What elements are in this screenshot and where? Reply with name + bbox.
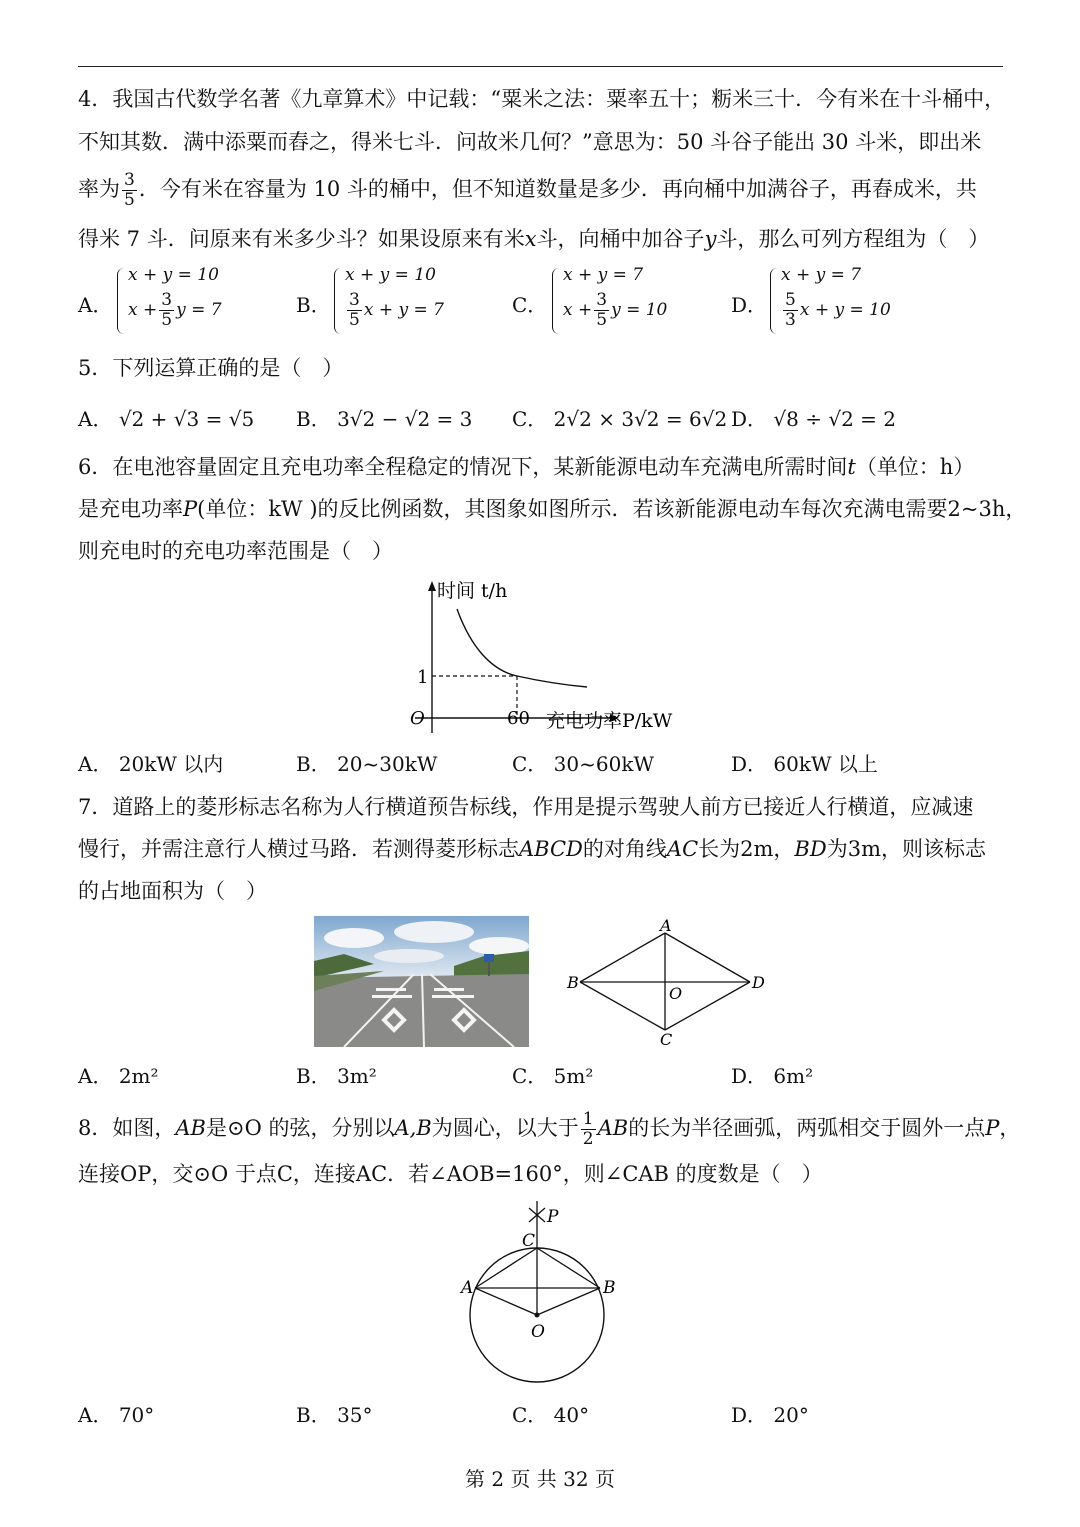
q5-stem: 5．下列运算正确的是（ ） [78,356,344,380]
q8-line-1: 8．如图，AB是⊙O 的弦，分别以A,B为圆心，以大于 $\frac{1}{2}$ AB的长为半径画弧，两弧相交于圆外一点P， [78,1109,1021,1149]
q6-x-tick: 60 [507,708,530,729]
q4-line-4: 得米 7 斗．问原来有米多少斗？如果设原来有米x斗，向桶中加谷子y斗，那么可列方程组为（ ） [78,227,990,251]
q4-line-2: 不知其数．满中添粟而舂之，得米七斗．问故米几何？”意思为：50 斗谷子能出 30 斗米，即出米 [78,130,982,154]
q5-option-d: D． √8 ÷ √2 = 2 [731,407,897,431]
q6-option-a: A． 20kW 以内 [78,752,224,776]
page-footer: 第 2 页 共 32 页 [465,1467,615,1491]
q7-option-c: C． 5m² [512,1064,594,1088]
q8-option-c: C． 40° [512,1403,590,1427]
q6-option-c: C． 30~60kW [512,752,655,776]
q4-option-c-label: C． [512,293,548,317]
q7-option-d: D． 6m² [731,1064,814,1088]
q7-rhombus-figure [560,915,780,1050]
q5-option-c: C． 2√2 × 3√2 = 6√2 [512,407,728,431]
q6-line-3: 则充电时的充电功率范围是（ ） [78,539,393,563]
q7-line-2: 慢行，并需注意行人横过马路．若测得菱形标志ABCD的对角线AC长为2m，BD为3m，则该标志 [78,837,986,861]
label-p: P [547,1207,559,1227]
q7-line-3: 的占地面积为（ ） [78,879,267,903]
segment-bo [537,1288,600,1315]
q8-line-2: 连接OP，交⊙O 于点C，连接AC．若∠AOB=160°，则∠CAB 的度数是（ ） [78,1162,823,1186]
segment-bc [537,1248,600,1288]
q4-option-b-label: B． [296,293,331,317]
rhombus-side-ab [580,933,665,982]
label-o: O [531,1322,545,1342]
q8-option-a: A． 70° [78,1403,155,1427]
q6-y-arrow [428,581,436,591]
q4-line-1: 4．我国古代数学名著《九章算术》中记载：“粟米之法：粟率五十；粝米三十．今有米在十斗桶中， [78,87,1006,111]
q6-line-2: 是充电功率P(单位：kW )的反比例函数，其图象如图所示．若该新能源电动车每次充满电需要2~3h， [78,497,1027,521]
q8-circle-figure [455,1198,635,1390]
label-c: C [522,1231,536,1251]
q5-option-b: B． 3√2 − √2 = 3 [296,407,473,431]
q6-y-tick: 1 [417,667,429,688]
q6-x-label: 充电功率P/kW [546,710,673,732]
segment-ac [475,1248,537,1288]
segment-ao [475,1288,537,1315]
q7-option-b: B． 3m² [296,1064,377,1088]
q4-option-d-label: D． [731,293,768,317]
q4-line-3: 率为 $\frac{3}{5}$ ．今有米在容量为 10 斗的桶中，但不知道数量是多少．再向桶中加满谷子，再舂成米，共 [78,170,977,210]
label-d: D [752,973,765,992]
label-a: A [660,916,672,935]
q6-graph [395,575,695,740]
q7-line-1: 7．道路上的菱形标志名称为人行横道预告标线，作用是提示驾驶人前方已接近人行横道，应减速 [78,795,974,819]
label-b: B [603,1278,616,1298]
q8-option-b: B． 35° [296,1403,373,1427]
q6-line-1: 6．在电池容量固定且充电功率全程稳定的情况下，某新能源电动车充满电所需时间t（单位：h） [78,455,975,479]
q4-option-a-label: A． [78,293,113,317]
q4-fraction: $\frac{3}{5}$ [124,170,135,210]
q6-option-b: B． 20~30kW [296,752,438,776]
q5-option-a: A． √2 + √3 = √5 [78,407,255,431]
q6-origin: O [410,708,425,729]
road-photo [314,916,529,1047]
q8-fraction: $\frac{1}{2}$ [582,1109,594,1149]
q6-option-d: D． 60kW 以上 [731,752,878,776]
q6-curve [457,609,587,687]
center-dot [535,1313,540,1318]
q7-option-a: A． 2m² [78,1064,159,1088]
q8-option-d: D． 20° [731,1403,809,1427]
header-rule [78,66,1003,67]
rhombus-side-ad [665,933,750,982]
label-o: O [669,984,683,1003]
label-c: C [660,1030,673,1049]
q6-y-label: 时间 t/h [437,580,508,602]
label-a: A [461,1278,474,1298]
rhombus-side-bc [580,982,665,1030]
label-b: B [567,973,579,992]
